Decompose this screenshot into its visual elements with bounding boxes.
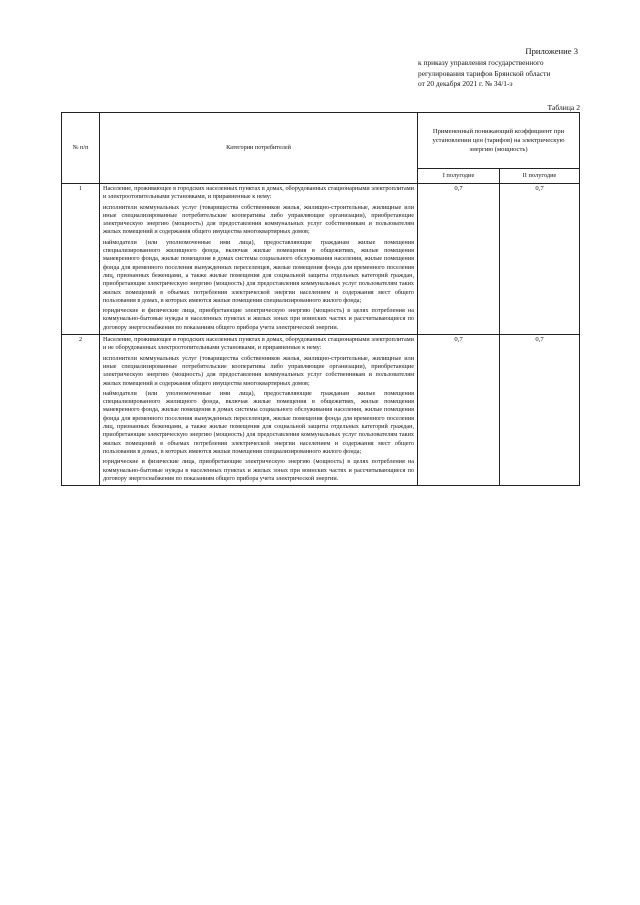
coef-half-2: 0,7 [500,335,580,486]
category-paragraph: наймодатели (или уполномоченные ими лица), предоставляющие гражданам жилые помещения специализированного жилищного фонда, включая жилые помещения в общежитиях, жилые помещения маневренного фонда, жилые помещения в домах системы социального обслуживания населения, жилые помещения фонда для временного поселения вынужденных переселенцев, жилые помещения фонда для временного поселения лиц, признанных беженцами, а также жилые помещения для социальной защиты отдельных категорий граждан, приобретающие электрическую энергию (мощность) для предоставления коммунальных услуг пользователям таких жилых помещений в объемах потребления электрической энергии населением и содержания мест общего пользования в домах, в которых имеются жилые помещения специализированного жилого фонда; [103,389,414,455]
header-half-2: II полугодие [500,169,580,184]
category-paragraph: наймодатели (или уполномоченные ими лица), предоставляющие гражданам жилые помещения специализированного жилищного фонда, включая жилые помещения в общежитиях, жилые помещения маневренного фонда, жилые помещения в домах системы социального обслуживания населения, жилые помещения фонда для временного поселения вынужденных переселенцев, жилые помещения фонда для временного поселения лиц, признанных беженцами, а также жилые помещения для социальной защиты отдельных категорий граждан, приобретающие электрическую энергию (мощность) для предоставления коммунальных услуг пользователям таких жилых помещений в объемах потребления электрической энергии населением и содержания мест общего пользования в домах, в которых имеются жилые помещения специализированного жилого фонда; [103,238,414,304]
category-paragraph: Население, проживающее в городских населенных пунктах в домах, оборудованных стационарными электроплитами и электроотопительными установками, и приравненные к нему: [103,185,414,201]
coef-half-1: 0,7 [418,184,500,335]
category-paragraph: исполнители коммунальных услуг (товарищества собственников жилья, жилищно-строительные, жилищные или иные специализированные потребительские кооперативы либо управляющие организации), приобретающие электрическую энергию (мощность) для предоставления коммунальных услуг собственникам и пользователям жилых помещений и содержания общего имущества многоквартирных домов; [103,354,414,387]
category-cell [100,335,418,486]
category-paragraph: Население, проживающее в городских населенных пунктах в домах, оборудованных стационарными электроплитами и не оборудованных электроотопительными установками, и приравненные к нему: [103,336,414,352]
category-paragraph: юридические и физические лица, приобретающие электрическую энергию (мощность) в целях потребления на коммунально-бытовые нужды в населенных пунктах и жилых зонах при воинских частях и рассчитывающиеся по договору энергоснабжения по показаниям общего прибора учета электрической энергии. [103,307,414,331]
category-paragraph: исполнители коммунальных услуг (товарищества собственников жилья, жилищно-строительные, жилищные или иные специализированные потребительские кооперативы либо управляющие организации), приобретающие электрическую энергию (мощность) для предоставления коммунальных услуг собственникам и пользователям жилых помещений и содержания общего имущества многоквартирных домов; [103,203,414,236]
appendix-line: регулирования тарифов Брянской области [418,68,551,78]
appendix-line: от 20 декабря 2021 г. № 34/1-э [418,79,513,89]
appendix-title: Приложение 3 [525,46,578,56]
header-category: Категории потребителей [100,113,418,184]
header-half-1: I полугодие [418,169,500,184]
coef-half-1: 0,7 [418,335,500,486]
table-row [62,184,580,335]
category-cell [100,184,418,335]
category-paragraph: юридические и физические лица, приобретающие электрическую энергию (мощность) в целях потребления на коммунально-бытовые нужды в населенных пунктах и жилых зонах при воинских частях и рассчитывающиеся по договору энергоснабжения по показаниям общего прибора учета электрической энергии. [103,458,414,482]
appendix-block [418,46,578,90]
row-number: 1 [62,184,100,335]
row-number: 2 [62,335,100,486]
header-coefficient: Примененный понижающий коэффициент при установлении цен (тарифов) на электрическую энергию (мощность) [418,113,580,169]
appendix-line: к приказу управления государственного [418,58,544,68]
coef-half-2: 0,7 [500,184,580,335]
table-caption: Таблица 2 [547,103,580,112]
table-row [62,335,580,486]
consumers-table [61,112,580,486]
header-num: № п/п [62,113,100,184]
